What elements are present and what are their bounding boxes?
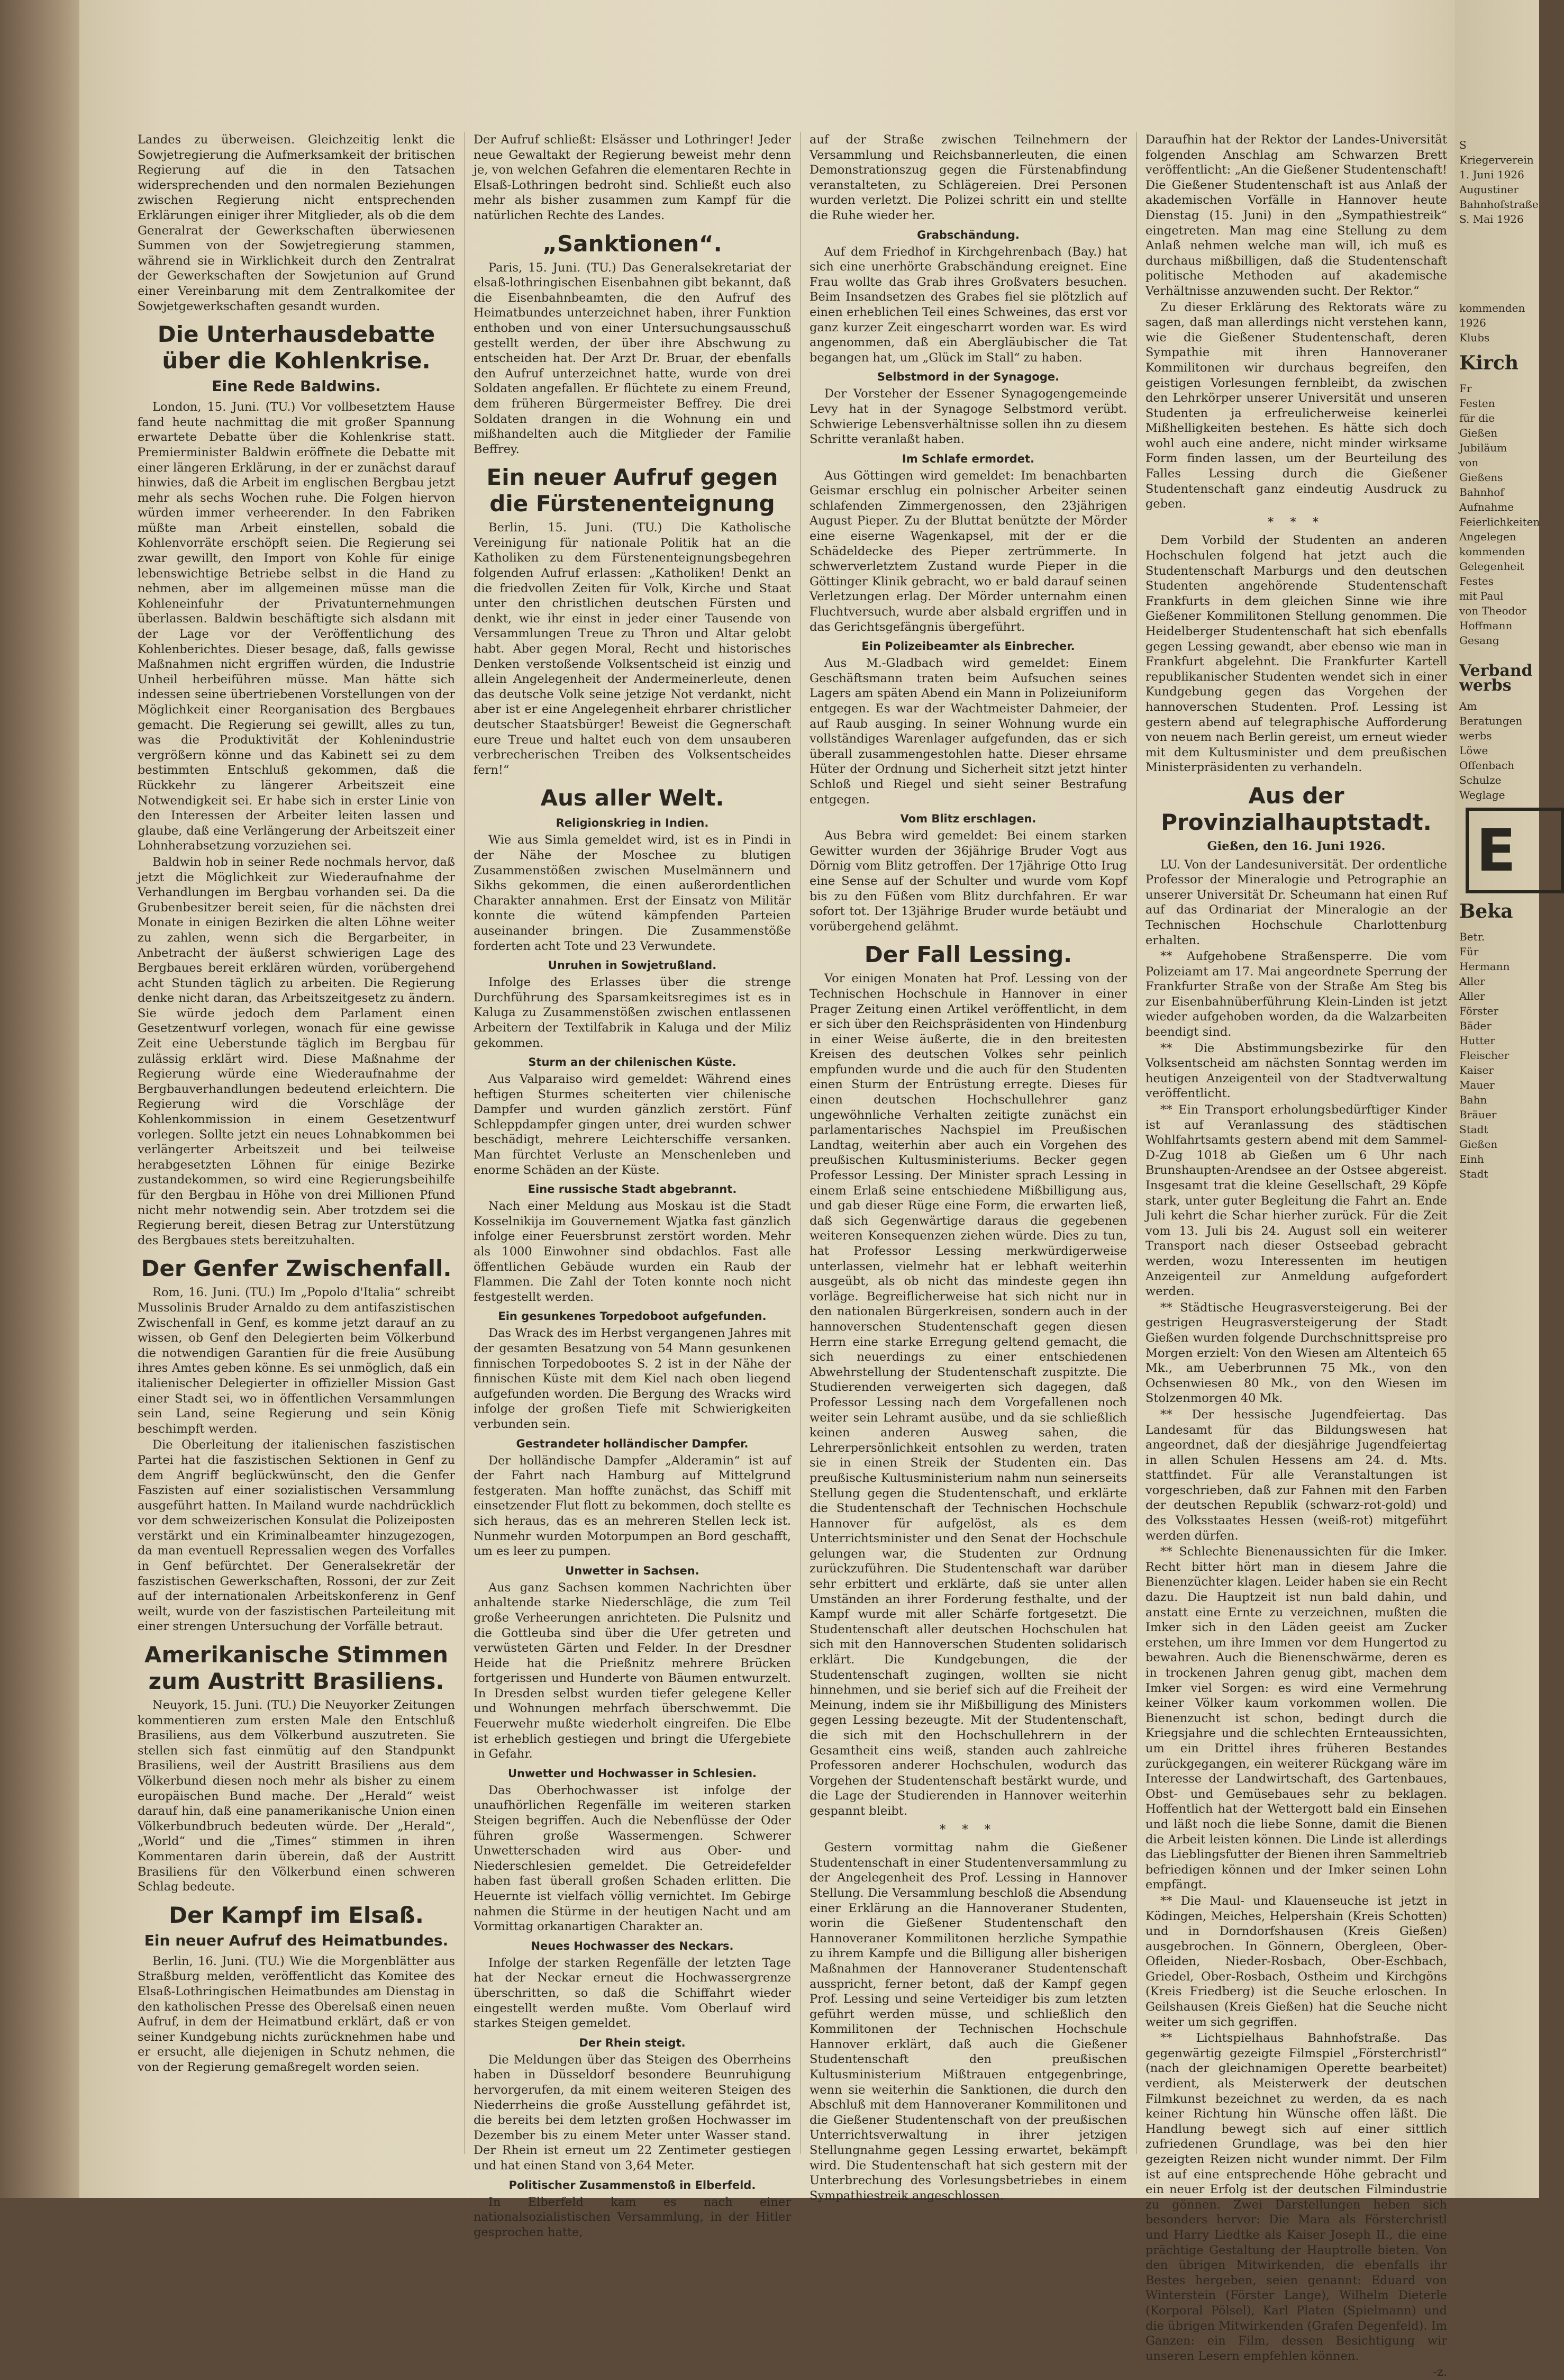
column-1 <box>138 132 455 2154</box>
edge-text-line <box>1455 227 1539 241</box>
article-paragraph: London, 15. Juni. (TU.) Vor vollbesetztem Hause fand heute nachmittag die mit großer Spannung erwartete Debatte über die Kohlenkrise statt. Premierminister Baldwin eröffnete die Debatte mit einer längeren Erklärung, in der er zunächst darauf hinwies, daß die Arbeit im englischen Bergbau jetzt mehr als sechs Wochen ruhe. Die Folgen hiervon würden immer verheerender. In den Fabriken müßte man Arbeit einstellen, sobald die Kohlenvorräte erschöpft seien. Die Regierung sei zwar gewillt, den Import von Kohle für einige lebenswichtige Betriebe selbst in die Hand zu nehmen, aber im allgemeinen müsse man die Kohleneinfuhr der Privatunternehmungen überlassen. Baldwin beschäftigte sich alsdann mit der Lage vor der Veröffentlichung des Kohlenberichtes. Dieser besage, daß, falls gewisse Maßnahmen nicht ergriffen würden, die Industrie Unheil herbeiführen müsse. Man hätte sich indessen seine übertriebenen Vorstellungen von der Möglichkeit einer Reorganisation des Bergbaues gemacht. Die Regierung sei gewillt, alles zu tun, was die Produktivität der Kohlenindustrie vergrößern könne und das Kabinett sei zu dem bestimmten Entschluß gekommen, daß die Rückkehr zu längerer Arbeitszeit eine Notwendigkeit sei. Er habe sich in erster Linie von den Interessen der Arbeiter leiten lassen und glaube, daß eine Verlängerung der Arbeitszeit einer Lohnherabsetzung vorzuziehen sei. <box>138 400 455 853</box>
edge-text-line: Augustiner <box>1459 183 1518 196</box>
edge-text-line: Kaiser <box>1459 1064 1494 1076</box>
edge-text-line: Gelegenheit <box>1459 560 1524 573</box>
edge-ad-box <box>1466 808 1564 893</box>
edge-text-line: 1. Juni 1926 <box>1459 168 1524 181</box>
edge-text-line: Schulze <box>1459 774 1502 786</box>
edge-text-line: Bahn <box>1459 1093 1487 1106</box>
article-paragraph: Vor einigen Monaten hat Prof. Lessing von der Technischen Hochschule in Hannover in einer Prager Zeitung einen Artikel veröffentlicht, in dem er sich über den Reichspräsidenten von Hindenburg in einer Weise äußerte, die in den breitesten Kreisen des deutschen Volkes sehr peinlich empfunden wurde und die auch für den Studenten einen Sturm der Entrüstung erregte. Dieses für einen deutschen Hochschullehrer ganz ungewöhnliche Verhalten zeitigte zunächst ein parlamentarisches Nachspiel im Preußischen Landtag, weiterhin aber auch ein Vorgehen des preußischen Kultusministeriums. Becker gegen Professor Lessing. Der Minister sprach Lessing in einem Erlaß seine entschiedene Mißbilligung aus, und gab dieser Rüge eine Form, die erwarten ließ, daß sich Gegenwärtige daraus die gegebenen weiteren Konsequenzen ziehen würde. Dies zu tun, hat Professor Lessing merkwürdigerweise unterlassen, vielmehr hat er lebhaft weiterhin ausgeübt, als ob nicht das mindeste gegen ihn vorläge. Begreiflicherweise hat sich nicht nur in den nationalen Bürgerkreisen, sondern auch in der hannoverschen Studentenschaft gegen diesen Herrn eine starke Erregung geltend gemacht, die sich neuerdings zu einer entschiedenen Abwehrstellung der Studentenschaft zuspitzte. Die Studierenden verweigerten sich dagegen, daß Professor Lessing nach dem Vorgefallenen noch weiter sein Lehramt ausübe, und da sie schließlich keinen anderen Ausweg sahen, die Lehrerpersönlichkeit entsohlen zu werden, traten sie in einen Streik der Studenten ein. Das preußische Kultusministerium nahm nun seinerseits Stellung gegen die Studentenschaft, und erklärte die Studentenschaft der Technischen Hochschule Hannover für aufgelöst, als es dem Unterrichtsminister und den Senat der Hochschule gelungen war, die Studenten zur Ordnung zurückzuführen. Die Studentenschaft war darüber sehr erbittert und erklärte, daß sie unter allen Umständen an ihrer Forderung festhalte, und der Kampf wurde mit aller Schärfe fortgesetzt. Die Studentenschaft aller deutschen Hochschulen hat sich mit den Hannoverschen Studenten solidarisch erklärt. Die Kundgebungen, die der Studentenschaft zugingen, wollten sie nicht hinnehmen, und sie berief sich auf die Freiheit der Meinung, indem sie ihr Mißbilligung des Ministers gegen Lessing bezeugte. Mit der Studentenschaft, die sich mit den Hochschullehrern in der Gesamtheit eins weiß, standen auch zahlreiche Professoren anderer Hochschulen, wodurch das Vorgehen der Studentenschaft bestärkt wurde, und die Lage der Studierenden in Hannover weiterhin gespannt bleibt. <box>810 972 1127 1818</box>
edge-heading: Kirch <box>1459 352 1519 374</box>
news-item-heading: Eine russische Stadt abgebrannt. <box>528 1183 737 1196</box>
article-headline: Aus aller Welt. <box>540 785 724 811</box>
column-rule <box>1136 132 1137 2154</box>
article-headline: Die Unterhausdebatte über die Kohlenkrise. <box>157 321 435 374</box>
edge-text-line: Gießen <box>1459 427 1498 439</box>
edge-text-line: Gesang <box>1459 634 1499 647</box>
edge-text-line: Festes <box>1459 575 1494 587</box>
news-item-heading: Vom Blitz erschlagen. <box>900 812 1036 826</box>
article-paragraph: Infolge des Erlasses über die strenge Durchführung des Sparsamkeitsregimes ist es in Kaluga zu Zusammenstößen zwischen entlassenen Arbeitern der Textilfabrik in Kaluga und der Miliz gekommen. <box>474 975 791 1050</box>
edge-text-line: Bäder <box>1459 1019 1492 1032</box>
author-signature: -z. <box>1433 2365 1447 2379</box>
news-item-heading: Ein gesunkenes Torpedoboot aufgefunden. <box>498 1310 767 1323</box>
article-paragraph: Aus M.-Gladbach wird gemeldet: Einem Geschäftsmann traten beim Aufsuchen seines Lagers am späten Abend ein Mann in Polizeiuniform entgegen. Es war der Wachtmeister Dahmeier, der auf Raub ausging. In seiner Wohnung wurde ein vollständiges Warenlager aufgefunden, das er sich überall zusammengestohlen hatte. Dieser ehrsame Hüter der Ordnung und Sicherheit sitzt jetzt hinter Schloß und Riegel und sieht seiner Bestrafung entgegen. <box>810 656 1127 807</box>
edge-text-line: von Theodor <box>1459 604 1527 617</box>
article-subheadline: Eine Rede Baldwins. <box>212 377 381 395</box>
edge-text-line: Fr <box>1459 382 1472 395</box>
dateline: Gießen, den 16. Juni 1926. <box>1207 839 1386 853</box>
edge-text-line: kommenden <box>1459 545 1525 558</box>
news-item-heading: Grabschändung. <box>917 228 1020 241</box>
article-paragraph: ** Ein Transport erholungsbedürftiger Kinder ist auf Veranlassung des städtischen Wohlfahrtsamts gestern abend mit dem Sammel-D-Zug 1018 ab Gießen um 6 Uhr nach Brunshaupten-Arendsee an der Ostsee abgereist. Insgesamt trat die kleine Gesellschaft, 29 Köpfe stark, unter guter Begleitung die Fahrt an. Ende Juli kehrt die Schar hierher zurück. Für die Zeit vom 13. Juli bis 24. August soll ein weiterer Transport nach dieser Ostseebad gebracht werden, wozu Interessenten im heutigen Anzeigenteil zur Anmeldung aufgefordert werden. <box>1145 1103 1447 1299</box>
article-paragraph: Aus Bebra wird gemeldet: Bei einem starken Gewitter wurden der 36jährige Bruder Vogt aus Dörnig vom Blitz getroffen. Der 17jährige Otto Irug eine Sense auf der Schulter und wurde vom Kopf bis zu den Füßen vom Blitz durchfahren. Er war sofort tot. Der 13jährige Bruder wurde betäubt und vorübergehend gelähmt. <box>810 829 1127 934</box>
edge-text-line: Angelegen <box>1459 530 1516 543</box>
article-paragraph: Infolge der starken Regenfälle der letzten Tage hat der Neckar erneut die Hochwassergrenze überschritten, so daß die Schiffahrt wieder eingestellt werden mußte. Vom Oberlauf wird starkes Steigen gemeldet. <box>474 1956 791 2031</box>
edge-text-line: Mauer <box>1459 1079 1495 1091</box>
article-paragraph: Das Wrack des im Herbst vergangenen Jahres mit der gesamten Besatzung von 54 Mann gesunkenen finnischen Torpedobootes S. 2 ist in der Nähe der finnischen Küste mit dem Kiel nach oben liegend aufgefunden worden. Die Bergung des Wracks wird infolge der großen Tiefe mit Schwierigkeiten verbunden sein. <box>474 1326 791 1431</box>
news-item-heading: Im Schlafe ermordet. <box>902 452 1035 465</box>
edge-heading: Verband werbs <box>1459 662 1533 695</box>
edge-text-line: Feierlichkeiten <box>1459 515 1540 528</box>
article-paragraph: Landes zu überweisen. Gleichzeitig lenkt die Sowjetregierung die Aufmerksamkeit der britischen Regierung auf die in den Tatsachen widersprechenden und den normalen Beziehungen zwischen Regierung nicht entsprechenden Erklärungen einiger ihrer Mitglieder, als ob die dem Generalrat der Gewerkschaften überwiesenen Summen von der Sowjetregierung stammen, während sie in Wirklichkeit durch den Zentralrat der Gewerkschaften der Sowjetunion auf Grund einer Vereinbarung mit dem Zentralkomitee der Sowjetgewerkschaften gesandt wurden. <box>138 133 455 313</box>
article-paragraph: Aus Göttingen wird gemeldet: Im benachbarten Geismar erschlug ein polnischer Arbeiter seinen schlafenden Zimmergenossen, den 23jährigen August Pieper. Zu der Bluttat benützte der Mörder eine eiserne Wagenkapsel, mit der er die Schädeldecke des Pieper zertrümmerte. In schwerverletztem Zustand wurde Pieper in die Göttinger Klinik gebracht, wo er bald darauf seinen Verletzungen erlag. Der Mörder unternahm einen Fluchtversuch, wurde aber alsbald ergriffen und in das Gerichtsgefängnis übergeführt. <box>810 468 1127 634</box>
article-headline: Amerikanische Stimmen zum Austritt Brasiliens. <box>144 1642 448 1695</box>
news-item-heading: Sturm an der chilenischen Küste. <box>528 1056 736 1069</box>
newspaper-page <box>79 0 1455 2379</box>
edge-heading: Beka <box>1459 900 1513 922</box>
edge-text-line <box>1455 286 1539 301</box>
edge-text-line: Einh <box>1459 1153 1484 1165</box>
article-paragraph: ** Der hessische Jugendfeiertag. Das Landesamt für das Bildungswesen hat angeordnet, daß der diesjährige Jugendfeiertag in allen Schulen Hessens am 24. d. Mts. stattfindet. Für alle Veranstaltungen ist vorgeschrieben, daß zur Fahnen mit den Farben der deutschen Republik (schwarz-rot-gold) und des Volksstaates Hessen (weiß-rot) mitgeführt werden dürfen. <box>1145 1407 1447 1543</box>
edge-text-line: mit Paul <box>1459 590 1504 602</box>
edge-ad-letter: E <box>1476 817 1516 884</box>
edge-text-top <box>1455 0 1539 345</box>
news-item-heading: Unwetter in Sachsen. <box>565 1564 699 1577</box>
edge-text-line: Gießens <box>1459 471 1503 484</box>
article-paragraph: Das Oberhochwasser ist infolge der unaufhörlichen Regenfälle im weiteren starken Steigen begriffen. Auch die Nebenflüsse der Oder führen große Wassermengen. Schwerer Unwetterschaden wird aus Ober- und Niederschlesien gemeldet. Die Getreidefelder haben fast überall großen Schaden erlitten. Die Heuernte ist vielfach völlig vernichtet. Im Gebirge nahmen die Stürme in der heutigen Nacht und am Vormittag orkanartigen Charakter an. <box>474 1783 791 1934</box>
article-paragraph: Der holländische Dampfer „Alderamin“ ist auf der Fahrt nach Hamburg auf Mittelgrund festgeraten. Man hoffte zunächst, das Schiff mit einsetzender Flut flott zu bekommen, doch stellte es sich heraus, das es an mehreren Stellen leck ist. Nunmehr wurden Motorpumpen an Bord geschafft, um es leer zu pumpen. <box>474 1453 791 1559</box>
news-item-heading: Religionskrieg in Indien. <box>556 817 709 830</box>
edge-text-middle <box>1455 381 1539 648</box>
section-separator: * * * <box>1267 515 1325 529</box>
edge-text-line: Stadt <box>1459 1123 1488 1136</box>
news-item-heading: Selbstmord in der Synagoge. <box>877 370 1060 384</box>
column-2 <box>474 132 791 2239</box>
article-paragraph: Baldwin hob in seiner Rede nochmals hervor, daß jetzt die Möglichkeit zur Wiederaufnahme der Verhandlungen im Bergbau vorhanden sei. Da die Grubenbesitzer bereit seien, für die nächsten drei Monate in einigen Bezirken die alten Löhne weiter zu zahlen, wenn sich die Bergarbeiter, in Anbetracht der äußerst schwierigen Lage des Bergbaues bereit erklären würden, vorübergehend acht Stunden täglich zu arbeiten. Die Regierung denke nicht daran, das Arbeitszeitgesetz zu ändern. Sie würde jedoch dem Parlament einen Gesetzentwurf vorlegen, wonach für eine gewisse Zeit eine Ueberstunde täglich im Bergbau für zulässig erklärt wird. Diese Maßnahme der Regierung würde eine Wiederaufnahme der Bergbauverhandlungen bedeutend erleichtern. Die Regierung wird die Vorschläge der Kohlenkommission in einem Gesetzentwurf vorlegen. Sollte jetzt ein neues Lohnabkommen bei verlängerter Arbeitszeit und bei teilweise herabgesetzten Löhnen für einige Bezirke zustandekommen, so wird eine Regierungsbeihilfe für den Bergbau in Höhe von drei Millionen Pfund nicht mehr notwendig sein. Aber trotzdem sei die Regierung bereit, diesen Betrag zur Unterstützung des Bergbaues stets bereitzuhalten. <box>138 855 455 1247</box>
edge-text-line: Aller <box>1459 975 1485 988</box>
news-item-heading: Politischer Zusammenstoß in Elberfeld. <box>508 2178 756 2192</box>
edge-text-line: Aufnahme <box>1459 501 1514 513</box>
article-headline: Aus der Provinzialhauptstadt. <box>1161 782 1432 835</box>
edge-text-line: Offenbach <box>1459 759 1515 772</box>
article-paragraph: Nach einer Meldung aus Moskau ist die Stadt Kosselnikija im Gouvernement Wjatka fast gänzlich infolge einer Feuersbrunst zerstört worden. Mehr als 1000 Einwohner sind obdachlos. Fast alle öffentlichen Gebäude wurden ein Raub der Flammen. Die Zahl der Toten konnte noch nicht festgestellt werden. <box>474 1199 791 1304</box>
edge-text-line <box>1455 241 1539 256</box>
article-paragraph: Aus ganz Sachsen kommen Nachrichten über anhaltende starke Niederschläge, die zum Teil große Verheerungen anrichteten. Die Pulsnitz und die Gottleuba sind über die Ufer getreten und verwüsteten Gärten und Felder. In der Dresdner Heide hat die Prießnitz mehrere Brücken fortgerissen und Hunderte von Bäumen entwurzelt. In Dresden selbst wurden tiefer gelegene Keller und Wohnungen mehrfach überschwemmt. Die Feuerwehr mußte wiederholt eingreifen. Die Elbe ist erheblich gestiegen und bringt die Ufergebiete in Gefahr. <box>474 1580 791 1761</box>
column-3 <box>810 132 1127 2203</box>
article-paragraph: ** Aufgehobene Straßensperre. Die vom Polizeiamt am 17. Mai angeordnete Sperrung der Frankfurter Straße von der Straße Am Steg bis zur Eisenbahnüberführung Klein-Linden ist jetzt wieder aufgehoben worden, da die Walzarbeiten beendigt sind. <box>1145 949 1447 1039</box>
edge-text-line: Förster <box>1459 1005 1499 1017</box>
column-4 <box>1145 132 1447 2379</box>
edge-text-line: Aller <box>1459 990 1485 1002</box>
edge-text-line: Löwe <box>1459 744 1488 757</box>
edge-text-line: Hutter <box>1459 1034 1495 1047</box>
article-paragraph: ** Städtische Heugrasversteigerung. Bei der gestrigen Heugrasversteigerung der Stadt Gießen wurden folgende Durchschnittspreise pro Morgen erzielt: Von den Wiesen am Altenteich 65 Mk., am Ueberbrunnen 75 Mk., von den Ochsenwiesen 80 Mk., von den Wiesen im Stolzenmorgen 40 Mk. <box>1145 1300 1447 1406</box>
edge-text-line: Beratungen <box>1459 714 1523 727</box>
article-paragraph: Dem Vorbild der Studenten an anderen Hochschulen folgend hat jetzt auch die Studentenschaft Marburgs und den deutschen Studenten angehörende Studentenschaft Frankfurts in dem gleichen Sinne wie ihre Gießener Kommilitonen Stellung genommen. Die Heidelberger Studentenschaft hat sich ebenfalls gegen Lessing gewandt, aber ebenso wie man in Frankfurt abgelehnt. Die Frankfurter Kartell republikanischer Studenten wendet sich in einer Kundgebung gegen das Vorgehen der hannoverschen Studenten. Prof. Lessing ist gestern abend auf telegraphische Aufforderung von neuem nach Berlin gereist, um erneut wieder mit dem Kultusminister und dem preußischen Ministerpräsidenten zu verhandeln. <box>1145 533 1447 775</box>
edge-text-line: für die <box>1459 412 1495 424</box>
article-paragraph: Wie aus Simla gemeldet wird, ist es in Pindi in der Nähe der Moschee zu blutigen Zusammenstößen zwischen Muselmännern und Sikhs gekommen, die einen außerordentlichen Charakter annahmen. Erst der Einsatz von Militär konnte die wütend kämpfenden Parteien auseinander bringen. Die Zusammenstöße forderten acht Tote und 23 Verwundete. <box>474 833 791 953</box>
edge-text-line: Bahnhof <box>1459 486 1504 499</box>
news-item-heading: Neues Hochwasser des Neckars. <box>531 1939 734 1952</box>
news-item-heading: Unwetter und Hochwasser in Schlesien. <box>507 1767 757 1780</box>
edge-text-line: S <box>1459 139 1467 151</box>
article-paragraph: ** Die Abstimmungsbezirke für den Volksentscheid am nächsten Sonntag werden im heutigen Anzeigenteil von der Stadtverwaltung veröffentlicht. <box>1145 1041 1447 1101</box>
article-paragraph: Berlin, 16. Juni. (TU.) Wie die Morgenblätter aus Straßburg melden, veröffentlicht das Komitee des Elsaß-Lothringischen Heimatbundes am Dienstag in den katholischen Presse des Oberelsaß einen neuen Aufruf, in dem der Heimatbund erklärt, daß er von seiner Kundgebung nichts zurücknehmen habe und er ersucht, alle diejenigen in Schutz nehmen, die von der Regierung gemaßregelt worden seien. <box>138 1954 455 2074</box>
edge-text-line: Weglage <box>1459 789 1505 801</box>
news-item-heading: Unruhen in Sowjetrußland. <box>548 959 717 972</box>
edge-text-line: Fleischer <box>1459 1049 1510 1062</box>
edge-text-line: Für <box>1459 945 1479 958</box>
edge-text-line: Gießen <box>1459 1138 1498 1151</box>
article-paragraph: Auf dem Friedhof in Kirchgehrenbach (Bay.) hat sich eine unerhörte Grabschändung ereignet. Eine Frau wollte das Grab ihres Großvaters besuchen. Beim Insandsetzen des Grabes fiel sie plötzlich auf einen erheblichen Teil eines Schweines, das erst vor ganz kurzer Zeit eingescharrt worden war. Es wird angenommen, daß ein Abergläubischer die Tat begangen hat, um „Glück im Stall“ zu haben. <box>810 245 1127 365</box>
article-paragraph: Neuyork, 15. Juni. (TU.) Die Neuyorker Zeitungen kommentieren zum ersten Male den Entschluß Brasiliens, aus dem Völkerbund auszutreten. Sie stellen sich fast einmütig auf den Standpunkt Brasiliens, weil der Austritt Brasiliens aus dem Völkerbund diesen noch mehr als bisher zu einem europäischen Bund mache. Der „Herald“ weist darauf hin, daß eine panamerikanische Union einen Völkerbundbruch bedeuten würde. Der „Herald“, „World“ und die „Times“ stimmen in ihren Kommentaren darin überein, daß der Austritt Brasiliens für den Völkerbund einen schweren Schlag bedeute. <box>138 1698 455 1894</box>
edge-text-lower <box>1455 699 1539 802</box>
news-item-heading: Ein Polizeibeamter als Einbrecher. <box>861 640 1075 653</box>
news-item-heading: Gestrandeter holländischer Dampfer. <box>516 1437 749 1450</box>
edge-text-line: Betr. <box>1459 930 1485 943</box>
edge-text-line: werbs <box>1459 729 1492 742</box>
book-spine <box>0 0 79 2198</box>
article-paragraph: Aus Valparaiso wird gemeldet: Während eines heftigen Sturmes scheiterten vier chilenische Dampfer und wurden gänzlich zerstört. Fünf Schleppdampfer gingen unter, drei wurden schwer beschädigt, mehrere Leichterschiffe versanken. Man fürchtet Verluste an Menschenleben und enorme Schäden an der Küste. <box>474 1072 791 1177</box>
article-paragraph: Der Vorsteher der Essener Synagogengemeinde Levy hat in der Synagoge Selbstmord verübt. Schwierige Lebensverhältnisse sollen ihn zu diesem Schritte veranlaßt haben. <box>810 387 1127 447</box>
article-paragraph: Rom, 16. Juni. (TU.) Im „Popolo d'Italia“ schreibt Mussolinis Bruder Arnaldo zu dem antifaszistischen Zwischenfall in Genf, es komme jetzt darauf an zu wissen, ob Genf den Delegierten beim Völkerbund die notwendigen Garantien für die freie Ausübung ihres Amtes geben könne. Es sei unmöglich, daß ein italienischer Delegierter in offizieller Mission Gast einer Stadt sei, wo in öffentlichen Versammlungen sein Land, seine Regierung und sein König beschimpft werden. <box>138 1286 455 1436</box>
article-paragraph: Der Aufruf schließt: Elsässer und Lothringer! Jeder neue Gewaltakt der Regierung beweist mehr denn je, von welchen Gefahren die elementaren Rechte in Elsaß-Lothringen bedroht sind. Schließt euch also mehr als bisher zusammen zum Kampf für die natürlichen Rechte des Landes. <box>474 133 791 222</box>
article-headline: Der Genfer Zwischenfall. <box>141 1255 452 1282</box>
article-subheadline: Ein neuer Aufruf des Heimatbundes. <box>144 1931 449 1949</box>
edge-text-line: Stadt <box>1459 1168 1488 1180</box>
article-paragraph: Paris, 15. Juni. (TU.) Das Generalsekretariat der elsaß-lothringischen Eisenbahnen gibt bekannt, daß die Eisenbahnbeamten, die den Aufruf des Heimatbundes unterzeichnet haben, ihrer Funktion enthoben und von einer Untersuchungsausschuß gestellt werden, der über ihre Abschwung zu entscheiden hat. Der Arzt Dr. Bruar, der ebenfalls den Aufruf unterzeichnet hatte, wurde von drei Soldaten angefallen. Er flüchtete zu einem Freund, dem früheren Bürgermeister Beffrey. Die drei Soldaten drangen in die Wohnung ein und mißhandelten auch die Mitglieder der Familie Beffrey. <box>474 260 791 456</box>
edge-text-line: Festen <box>1459 397 1495 410</box>
article-headline: Der Kampf im Elsaß. <box>169 1902 424 1928</box>
article-paragraph: ** Die Maul- und Klauenseuche ist jetzt in Ködingen, Meiches, Helpershain (Kreis Schotten) und in Dorndorfshausen (Kreis Gießen) ausgebrochen. In Gönnern, Obergleen, Ober-Ofleiden, Nieder-Rosbach, Ober-Eschbach, Griedel, Ober-Rosbach, Ostheim und Kirchgöns (Kreis Friedberg) ist die Seuche erloschen. In Geilshausen (Kreis Gießen) hat die Seuche nicht weiter um sich gegriffen. <box>1145 1894 1447 2029</box>
article-paragraph: Die Meldungen über das Steigen des Oberrheins haben in Düsseldorf besondere Beunruhigung hervorgerufen, da mit einem weiteren Steigen des Niederrheins die große Ausstellung gefährdet ist, die bereits bei dem letzten großen Hochwasser im Dezember bis zu einem Meter unter Wasser stand. Der Rhein ist erneut um 22 Zentimeter gestiegen und hat einen Stand von 3,64 Meter. <box>474 2052 791 2173</box>
article-paragraph: Gestern vormittag nahm die Gießener Studentenschaft in einer Studentenversammlung zu der Angelegenheit des Prof. Lessing in Hannover Stellung. Die Versammlung beschloß die Absendung einer Erklärung an die Hannoveraner Studenten, worin die Gießener Studentenschaft den Hannoveraner Kommilitonen herzliche Sympathie zu ihrem Kampfe und die Billigung aller bisherigen Maßnahmen der Hannoveraner Studentenschaft ausspricht, ferner betont, daß der Kampf gegen Prof. Lessing und seine Verteidiger bis zum letzten geführt werden müsse, und schließlich den Kommilitonen der Technischen Hochschule Hannover erklärt, daß auch die Gießener Studentenschaft den preußischen Kultusministerium Mißtrauen entgegenbringe, wenn sie weiterhin die Sanktionen, die durch den Abschluß mit dem Hannoveraner Kommilitonen und die Gießener Studentenschaft von der preußischen Unterrichtsverwaltung in ihrer jetzigen Stellungnahme gegen Lessing erwartet, bekämpft wird. Die Studentenschaft hat sich gestern mit der Unterbrechung des Vorlesungsbetriebes in einem Sympathiestreik angeschlossen. <box>810 1841 1127 2203</box>
article-headline: „Sanktionen“. <box>542 230 722 257</box>
edge-text-line: Kriegerverein <box>1459 153 1534 166</box>
edge-text-line: Hoffmann <box>1459 619 1513 632</box>
article-paragraph: Die Oberleitung der italienischen faszistischen Partei hat die faszistischen Sektionen in Genf zu dem Angriff beglückwünscht, den die Genfer Faszisten auf einer sozialistischen Versammlung ausgeführt hatten. In Mailand wurde nachdrücklich vor dem schweizerischen Konsulat die Polizeiposten verstärkt und ein Kriminalbeamter hinzugezogen, da man eventuell Repressalien wegen des Vorfalles in Genf befürchtet. Der Generalsekretär der faszistischen Gewerkschaften, Rossoni, der zur Zeit auf der internationalen Arbeitskonferenz in Genf weilt, wurde von der faszistischen Parteileitung mit einer strengen Untersuchung der Vorfälle betraut. <box>138 1438 455 1634</box>
edge-text-line: 1926 <box>1459 316 1486 329</box>
article-paragraph: ** Schlechte Bienenaussichten für die Imker. Recht bitter hört man in diesem Jahre die Bienenzüchter klagen. Leider haben sie ein Recht dazu. Die Hauptzeit ist nun bald dahin, und anstatt eine Ernte zu verzeichnen, mußten die Imker sich in den Läden geeist am Zucker erstehen, um ihre Immen vor dem Hungertod zu bewahren. Auch die Bienenschwärme, deren es in trockenen Jahren genug gibt, machen dem Imker viel Sorgen: es wird eine Vermehrung keiner Völker kaum vorkommen wollen. Die Bienenzucht ist schon, bedingt durch die Kriegsjahre und die schlechten Ernteaussichten, um ein Drittel ihres früheren Bestandes zurückgegangen, ein weiterer Rückgang wäre im Interesse der Landwirtschaft, des Gartenbaues, Obst- und Gemüsebaues sehr zu beklagen. Hoffentlich hat der Wettergott bald ein Einsehen und läßt noch die liebe Sonne, damit die Bienen die Arbeit leisten können. Die Linde ist allerdings das Lieblingsfutter der Bienen ihren Sammeltrieb befriedigen können und der Imker seinen Lohn empfängt. <box>1145 1545 1447 1892</box>
adjacent-page-edge <box>1455 0 1539 2198</box>
article-paragraph: auf der Straße zwischen Teilnehmern der Versammlung und Reichsbannerleuten, die einen Demonstrationszug gegen die Fürstenabfindung veranstalteten, zu Schlägereien. Drei Personen wurden verletzt. Die Polizei schritt ein und stellte die Ruhe wieder her. <box>810 133 1127 222</box>
article-paragraph: In Elberfeld kam es nach einer nationalsozialistischen Versammlung, in der Hitler gesprochen hatte, <box>474 2195 791 2239</box>
edge-text-line: Bräuer <box>1459 1108 1497 1121</box>
edge-text-line <box>1455 271 1539 286</box>
article-paragraph: Zu dieser Erklärung des Rektorats wäre zu sagen, daß man allerdings nicht verstehen kann, wie die Gießener Studentenschaft, deren Sympathie mit ihren Hannoveraner Kommilitonen wir durchaus begreifen, den geistigen Vorlesungen fernbleibt, da zwischen den Lehrkörper unserer Universität und unseren Studenten ja erfreulicherweise keinerlei Mißhelligkeiten bestehen. Es hätte sich doch wohl auch eine andere, nicht minder wirksame Form finden lassen, um der Beurteilung des Falles Lessing durch die Gießener Studentenschaft ganz eindeutig Ausdruck zu geben. <box>1145 300 1447 511</box>
edge-text-line: Bahnhofstraße <box>1459 198 1539 211</box>
article-headline: Der Fall Lessing. <box>864 942 1072 968</box>
section-separator: * * * <box>939 1822 997 1836</box>
news-item-heading: Der Rhein steigt. <box>579 2036 686 2049</box>
article-paragraph: LU. Von der Landesuniversität. Der ordentliche Professor der Mineralogie und Petrographie an unserer Universität Dr. Scheumann hat einen Ruf auf das Ordinariat der Mineralogie an der Technischen Hochschule Charlottenburg erhalten. <box>1145 857 1447 947</box>
edge-text-line <box>1455 256 1539 271</box>
article-paragraph: Daraufhin hat der Rektor der Landes-Universität folgenden Anschlag am Schwarzen Brett veröffentlicht: „An die Gießener Studentenschaft! Die Gießener Studentenschaft ist aus Anlaß der akademischen Vorfälle in Hannover heute Dienstag (15. Juni) in den „Sympathiestreik“ eingetreten. Man mag eine Stellung zu dem Anlaß nehmen welche man will, ich muß es durchaus mißbilligen, daß die Studentenschaft politische Methoden auf akademische Verhältnisse anzuwenden sucht. Der Rektor.“ <box>1145 133 1447 298</box>
edge-text-line: Hermann <box>1459 960 1510 973</box>
edge-text-line: Klubs <box>1459 331 1490 344</box>
article-paragraph: Berlin, 15. Juni. (TU.) Die Katholische Vereinigung für nationale Politik hat an die Katholiken zu dem Fürstenenteignungsbegehren folgenden Aufruf erlassen: „Katholiken! Denkt an die friedvollen Zeiten für Volk, Kirche und Staat unter den christlichen deutschen Fürsten und denkt, wie ihr einst in jeder einer Tausende von Versammlungen Treue zu Thron und Altar gelobt habt. Aber gegen Moral, Recht und historisches Denken verstoßende Volksentscheid ist einzig und allein Angelegenheit der Andermeinerleute, denen das deutsche Volk seine jetzige Not verdankt, nicht aber ist er eine Angelegenheit ehrbarer christlicher deutscher Staatsbürger! Beweist die Gegnerschaft eure Treue und haltet euch von dem unsauberen verbrecherischen Treiben des Volksentscheides fern!“ <box>474 521 791 777</box>
edge-text-line: kommenden <box>1459 302 1525 314</box>
article-paragraph: ** Lichtspielhaus Bahnhofstraße. Das gegenwärtig gezeigte Filmspiel „Försterchristl“ (nach der gleichnamigen Operette bearbeitet) verdient, als Meisterwerk der deutschen Filmkunst bezeichnet zu werden, da es nach keiner Richtung hin Wünsche offen läßt. Die Handlung bewegt sich auf einer sittlich zufriedenen Grundlage, was bei den hier gezeigten Reizen nicht wunder nimmt. Der Film ist auf eine entsprechende Höhe gebracht und ein neuer Erfolg ist der deutschen Filmindustrie zu gönnen. Zwei Darstellungen heben sich besonders hervor: Die Mara als Försterchristl und Harry Liedtke als Kaiser Joseph II., die eine prächtige Gestaltung der Hauptrolle bieten. Von den übrigen Mitwirkenden, die ebenfalls ihr Bestes hergeben, seien genannt: Eduard von Winterstein (Förster Lange), Wilhelm Dieterle (Korporal Pölsel), Karl Platen (Spielmann) und die übrigen Mitwirkenden (Grafen Degenfeld). Im Ganzen: ein Film, dessen Besichtigung wir unseren Lesern empfehlen können. <box>1145 2031 1447 2363</box>
edge-text-bottom <box>1455 929 1539 1181</box>
edge-text-line: Jubiläum <box>1459 441 1507 454</box>
edge-text-line: Am <box>1459 700 1477 712</box>
article-headline: Ein neuer Aufruf gegen die Fürstenenteignung <box>486 464 778 517</box>
edge-text-line: S. Mai 1926 <box>1459 213 1524 225</box>
edge-text-line: von <box>1459 456 1479 469</box>
